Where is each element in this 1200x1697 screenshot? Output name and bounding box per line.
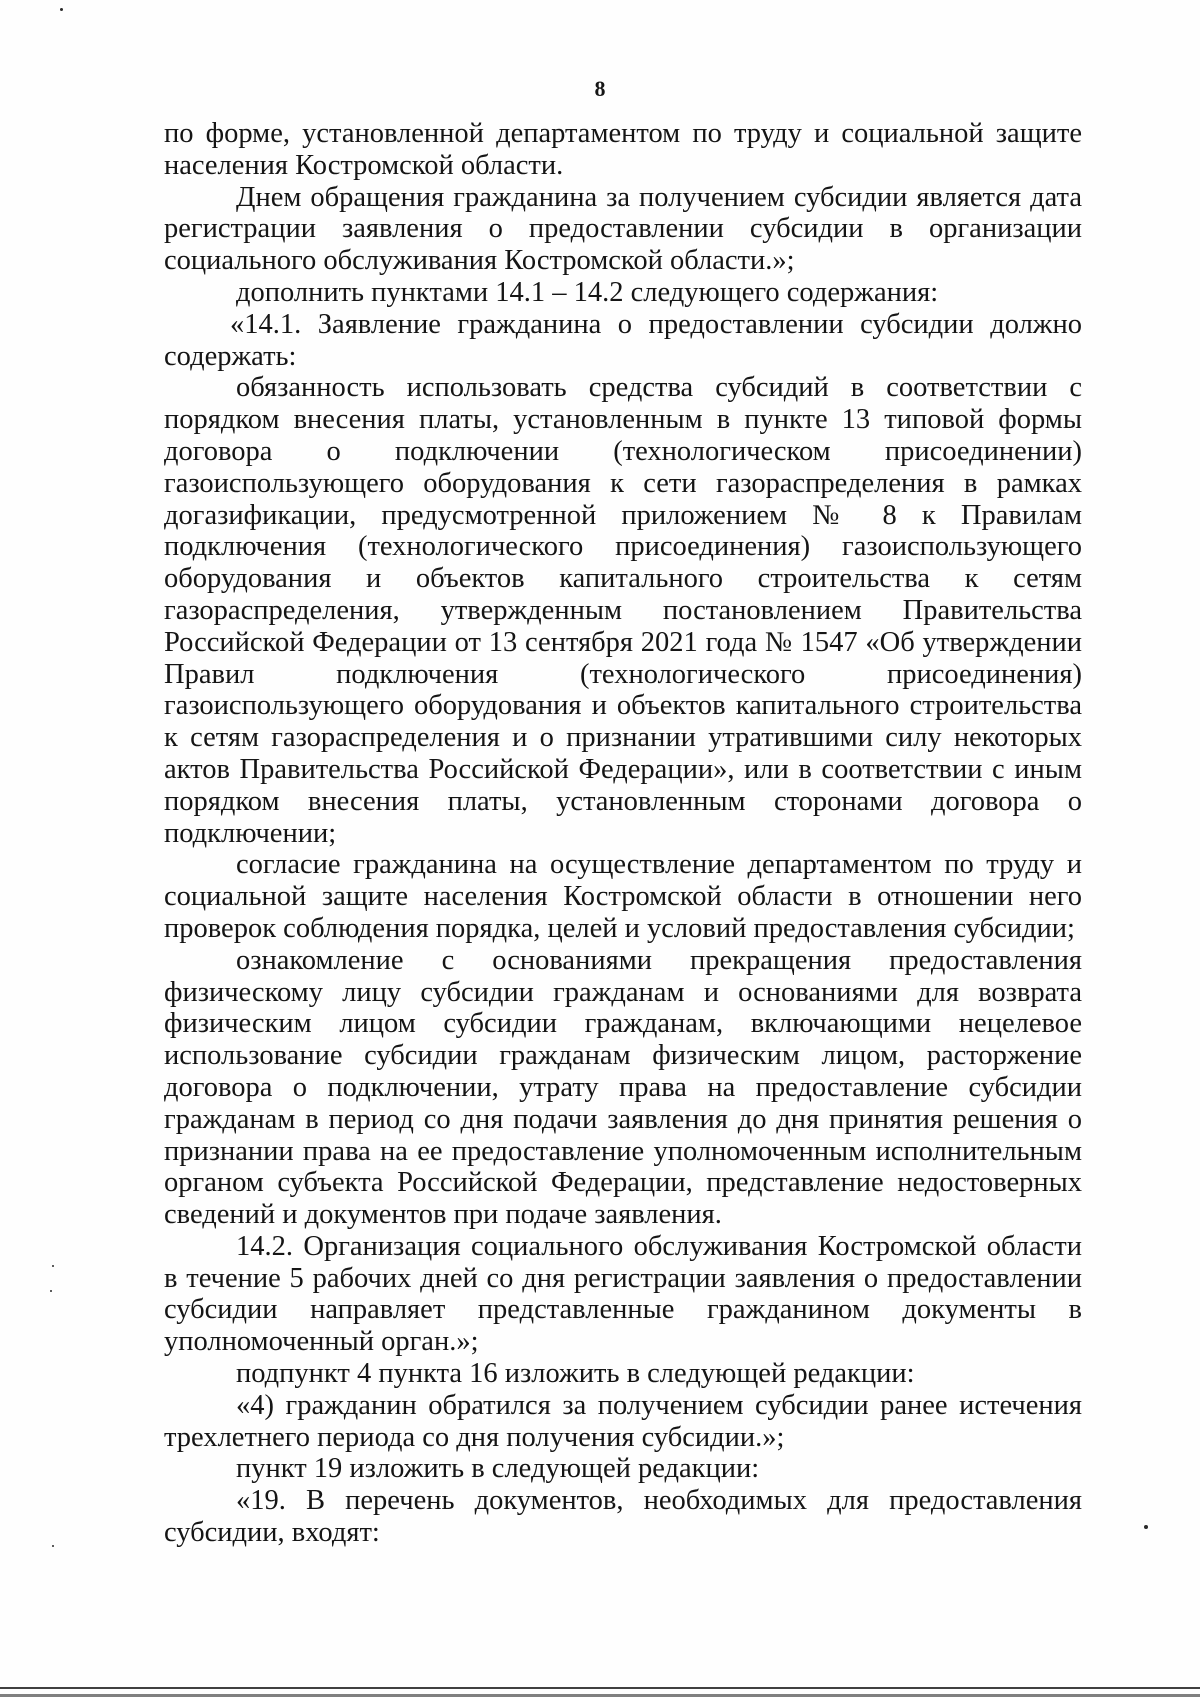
page-number: 8 — [594, 76, 606, 101]
scan-bottom-edge — [0, 1687, 1200, 1689]
paragraph-clause-14-1: «14.1. Заявление гражданина о предоставлении субсидии должно содержать: — [164, 308, 1082, 372]
paragraph-clause-14-2: 14.2. Организация социального обслуживания Костромской области в течение 5 рабочих дней со дня регистрации заявления о предоставлении субсидии направляет представленные гражданином документы в уполномоченный орган.»; — [164, 1230, 1082, 1358]
paragraph-clause-19: пункт 19 изложить в следующей редакции: — [236, 1453, 760, 1485]
paragraph-consent: согласие гражданина на осуществление департаментом по труду и социальной защите населения Костромской области в отношении него проверок соблюдения порядка, целей и условий предоставления субсидии; — [164, 849, 1082, 944]
paragraph-subclause-4-clause-16: подпункт 4 пункта 16 изложить в следующей редакции: — [236, 1358, 915, 1390]
paragraph-application-date: Днем обращения гражданина за получением субсидии является дата регистрации заявления о предоставлении субсидии в организации социального обслуживания Костромской области.»; — [164, 181, 1082, 277]
document-body — [164, 118, 1082, 1549]
scan-speck — [52, 1265, 54, 1267]
scan-speck — [1144, 1525, 1148, 1529]
scan-speck — [50, 1290, 52, 1292]
paragraph-acquaintance: ознакомление с основаниями прекращения предоставления физическому лицу субсидии гражданам и основаниями для возврата физическим лицом субсидии гражданам, включающими нецелевое использование субсидии гражданам физическим лицом, расторжение договора о подключении, утрату права на предоставление субсидии гражданам в период со дня подачи заявления до дня принятия решения о признании права на ее предоставление уполномоченным исполнительным органом субъекта Российской Федерации, представление недостоверных сведений и документов при подаче заявления. — [164, 944, 1082, 1231]
paragraph-clause-19-text: «19. В перечень документов, необходимых для предоставления субсидии, входят: — [164, 1485, 1082, 1549]
paragraph-obligation: обязанность использовать средства субсидий в соответствии с порядком внесения платы, установленным в пункте 13 типовой формы договора о подключении (технологическом присоединении) газоиспользующего оборудования к сети газораспределения в рамках догазификации, предусмотренной приложением № 8 к Правилам подключения (технологического присоединения) газоиспользующего оборудования и объектов капитального строительства к сетям газораспределения, утвержденным постановлением Правительства Российской Федерации от 13 сентября 2021 года № 1547 «Об утверждении Правил подключения (технологического присоединения) газоиспользующего оборудования и объектов капитального строительства к сетям газораспределения и о признании утратившими силу некоторых актов Правительства Российской Федерации», или в соответствии с иным порядком внесения платы, установленным сторонами договора о подключении; — [164, 372, 1082, 849]
paragraph-form-continuation: по форме, установленной департаментом по труду и социальной защите населения Костромской области. — [164, 118, 1082, 181]
scan-speck — [52, 1545, 54, 1547]
scan-speck — [60, 8, 63, 11]
paragraph-clause-4-text: «4) гражданин обратился за получением субсидии ранее истечения трехлетнего периода со дня получения субсидии.»; — [164, 1389, 1082, 1453]
paragraph-add-clauses: дополнить пунктами 14.1 – 14.2 следующего содержания: — [236, 276, 939, 308]
